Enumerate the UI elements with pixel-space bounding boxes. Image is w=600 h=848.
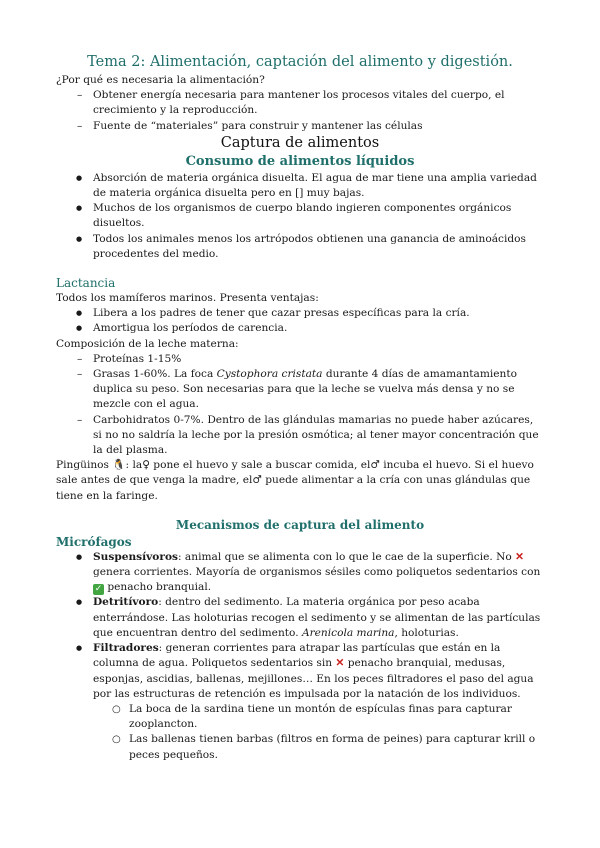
milk-composition-label: Composición de la leche materna: xyxy=(56,337,239,350)
question-why-feed: ¿Por qué es necesaria la alimentación? xyxy=(56,74,265,86)
cross-mark-icon: ✕ xyxy=(515,550,525,563)
list-item: – Fuente de “materiales” para construir y mantener las células xyxy=(56,119,544,134)
document-title: Tema 2: Alimentación, captación del alimento y digestión. xyxy=(87,54,513,70)
penguin-paragraph xyxy=(56,458,544,504)
term: Filtradores xyxy=(93,642,159,655)
term: Suspensívoros xyxy=(93,550,178,563)
text-run: penacho branquial. xyxy=(104,581,212,594)
text-run: penacho branquial, medusas, esponjas, ascidias, ballenas, mejillones… En los peces filtradores el paso del agua por las estructuras de retención es impulsada por la natación de los individuos. xyxy=(93,657,534,700)
text-run: Pingüinos xyxy=(56,459,113,472)
list-item xyxy=(56,550,544,596)
list-item xyxy=(56,367,544,413)
list-item: – Carbohidratos 0-7%. Dentro de las glándulas mamarias no puede haber azúcares, si no no saldría la leche por la presión osmótica; al tener mayor concentración que la del plasma. xyxy=(56,413,544,459)
text-run: genera corrientes. Mayoría de organismos sésiles como poliquetos sedentarios con xyxy=(93,566,541,579)
list-item: – Obtener energía necesaria para mantener los procesos vitales del cuerpo, el crecimiento y la reproducción. xyxy=(56,88,544,118)
text-run: Grasas 1-60%. La foca xyxy=(93,368,217,381)
list-item xyxy=(56,595,544,641)
section-heading-captura: Captura de alimentos xyxy=(220,134,380,151)
list-item: ○ La boca de la sardina tiene un montón de espículas finas para capturar zooplancton. xyxy=(56,702,544,732)
microfagos-list xyxy=(56,550,544,763)
subsection-heading-liquidos: Consumo de alimentos líquidos xyxy=(185,153,415,169)
list-item: ○ Las ballenas tienen barbas (filtros en forma de peines) para capturar krill o peces pequeños. xyxy=(56,732,544,762)
heading-microfagos: Micrófagos xyxy=(56,534,132,549)
text-run: durante 4 días de amamantamiento duplica su peso. Son necesarias para que la leche se vuelva más densa y no se mezcle con el agua. xyxy=(93,368,517,411)
milk-composition-list xyxy=(56,352,544,458)
filtradores-sublist xyxy=(56,702,544,763)
list-item: ● Muchos de los organismos de cuerpo blando ingieren componentes orgánicos disueltos. xyxy=(56,201,544,231)
list-item: – Proteínas 1-15% xyxy=(56,352,544,367)
spacer xyxy=(56,262,544,275)
species-name: Arenicola marina xyxy=(301,626,395,639)
text-run: : generan corrientes para atrapar las partículas que están en la columna de agua. Poliquetos sedentarios sin xyxy=(93,642,501,670)
list-item: ● Absorción de materia orgánica disuelta. El agua de mar tiene una amplia variedad de materia orgánica disuelta pero en [] muy bajas. xyxy=(56,171,544,201)
list-item: ● Amortigua los períodos de carencia. xyxy=(56,321,544,336)
spacer xyxy=(56,504,544,517)
text-run: : animal que se alimenta con lo que le cae de la superficie. No xyxy=(178,550,516,563)
list-item: ● Libera a los padres de tener que cazar presas específicas para la cría. xyxy=(56,306,544,321)
lactancia-advantages xyxy=(56,306,544,336)
list-item xyxy=(56,641,544,763)
text-run: : la♀ pone el huevo y sale a buscar comida, el♂ incuba el huevo. Si el huevo sale antes de que venga la madre, el♂ puede alimentar a la cría con unas glándulas que tiene en la faringe. xyxy=(56,459,534,502)
list-item: ● Todos los animales menos los artrópodos obtienen una ganancia de aminoácidos procedentes del medio. xyxy=(56,232,544,262)
text-run: : dentro del sedimento. La materia orgánica por peso acaba enterrándose. Las holoturias recogen el sedimento y se alimentan de las partículas que encuentran dentro del sedimento. xyxy=(93,596,541,639)
text-run: , holoturias. xyxy=(394,626,459,639)
species-name: Cystophora cristata xyxy=(216,368,323,381)
why-feed-list xyxy=(56,88,544,134)
check-mark-icon: ✓ xyxy=(94,584,103,595)
cross-mark-icon: ✕ xyxy=(335,657,345,670)
penguin-icon: 🐧 xyxy=(112,459,126,472)
liquid-list xyxy=(56,171,544,262)
heading-lactancia: Lactancia xyxy=(56,276,116,291)
lactancia-intro: Todos los mamíferos marinos. Presenta ventajas: xyxy=(56,292,319,305)
term: Detritívoro xyxy=(93,596,159,609)
section-heading-mecanismos: Mecanismos de captura del alimento xyxy=(175,517,425,532)
